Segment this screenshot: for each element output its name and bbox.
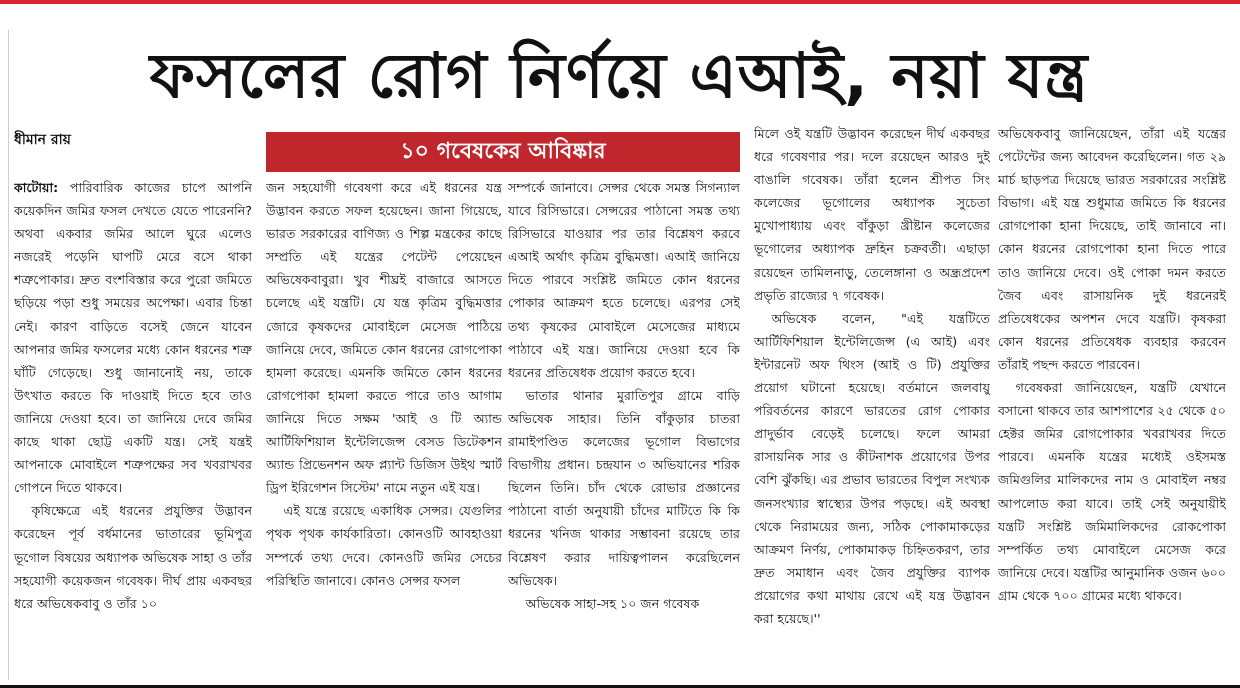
article-paragraph: গবেষকরা জানিয়েছেন, যন্ত্রটি যেখানে বসানো থাকবে তার আশপাশের ২৫ থেকে ৫০ হেক্টর জমির রোগপোকার খবরাখবর দিতে পারবে। এমনকি যন্ত্রের মধ্যেই ওইসমস্ত জমিগুলির মালিকদের নাম ও মোবাইল নম্বর আপলোড করা যাবে। তাই সেই অনুযায়ীই যন্ত্রটি সংশ্লিষ্ট জমিমালিকদের রোকপোকা সম্পর্কিত তথ্য মোবাইলে মেসেজ করে জানিয়ে দেবে। যন্ত্রটির আনুমানিক ওজন ৬০০ গ্রাম থেকে ৭০০ গ্রামের মধ্যে থাকবে।	[998, 380, 1226, 603]
paragraph-text: পারিবারিক কাজের চাপে আপনি কয়েকদিন জমির ফসল দেখতে যেতে পারেননি? অথবা একবার জমির আলে ঘুরে এলেও নজরেই পড়েনি ঘাপটি মেরে বসে থাকা শত্রুপোকার। দ্রুত বংশবিস্তার করে পুরো জমিতে ছড়িয়ে পড়া শুধু সময়ের অপেক্ষা। এবার চিন্তা নেই। কারণ বাড়িতে বসেই জেনে যাবেন আপনার জমির ফসলের মধ্যে কোন ধরনের শত্রু ঘাঁটি গেড়েছে। শুধু জানানোই নয়, তাকে উৎখাত করতে কি দাওয়াই দিতে হবে তাও জানিয়ে দেওয়া হবে। তা জানিয়ে দেবে জমির কাছে থাকা ছোট্ট একটি যন্ত্র। সেই যন্ত্রই আপনাকে মোবাইলে শত্রুপক্ষের সব খবরাখবর গোপনে দিতে থাকবে।	[14, 180, 252, 496]
top-red-rule	[0, 0, 1240, 4]
article-column-3	[508, 176, 740, 676]
article-paragraph: অভিষেকবাবু জানিয়েছেন, তাঁরা এই যন্ত্রের পেটেন্টের জন্য আবেদন করেছিলেন। গত ২৯ মার্চ ছাড়পত্র দিয়েছে ভারত সরকারের সংশ্লিষ্ট বিভাগ। এই যন্ত্র শুধুমাত্র জমিতে কি ধরনের রোগপোকা হানা দিয়েছে, তাই জানাবে না। কোন ধরনের রোগপোকা হানা দিতে পারে তাও জানিয়ে দেবে। ওই পোকা দমন করতে জৈব এবং রাসায়নিক দুই ধরনেরই প্রতিষেধকের অপশন দেবে যন্ত্রটি। কৃষকরা কোন ধরনের প্রতিষেধক ব্যবহার করবেন তাঁরাই পছন্দ করতে পারবেন।	[998, 126, 1226, 372]
article-subhead: ১০ গবেষকের আবিষ্কার	[266, 132, 740, 172]
article-headline: ফসলের রোগ নির্ণয়ে এআই, নয়া যন্ত্র	[149, 39, 1089, 112]
article-dateline: কাটোয়া:	[14, 180, 59, 195]
article-byline: ধীমান রায়	[14, 132, 71, 148]
left-column-rule	[8, 30, 9, 680]
article-paragraph: ভাতার থানার মুরাতিপুর গ্রামে বাড়ি অভিষেক সাহার। তিনি বাঁকুড়ার চাতরা রামাইপণ্ডিত কলেজের ভূগোল বিভাগের বিভাগীয় প্রধান। চন্দ্রযান ৩ অভিযানের শরিক ছিলেন তিনি। চাঁদ থেকে রোভার প্রজ্ঞানের পাঠানো বার্তা অনুযায়ী চাঁদের মাটিতে কি কি ধরনের খনিজ থাকার সম্ভাবনা রয়েছে তার বিশ্লেষণ করার দায়িত্বপালন করেছিলেন অভিষেক।	[508, 387, 740, 588]
article-paragraph: অভিষেক সাহা-সহ ১০ জন গবেষক	[525, 595, 700, 611]
article-paragraph: অভিষেক বলেন, "এই যন্ত্রটিতে আর্টিফিশিয়াল ইন্টেলিজেন্স (এ আই) এবং ইন্টারনেট অফ থিংস (আই ও টি) প্রযুক্তির প্রয়োগ ঘটানো হয়েছে। বর্তমানে জলবায়ু পরিবর্তনের কারণে ভারতের রোগ পোকার প্রাদুর্ভাব বেড়েই চলেছে। ফলে আমরা রাসায়নিক সার ও কীটনাশক প্রয়োগের উপর বেশি ঝুঁকছি। এর প্রভাব ভারতের বিপুল সংখ্যক জনসংখ্যার স্বাস্থ্যের উপর পড়ছে। এই অবস্থা থেকে নিরাময়ের জন্য, সঠিক পোকামাকড়ের আক্রমণ নির্ণয়, পোকামাকড় চিহ্নিতকরণ, তার দ্রুত সমাধান এবং জৈব প্রযুক্তির ব্যাপক প্রয়োগের কথা মাথায় রেখে এই যন্ত্র উদ্ভাবন করা হয়েছে।''	[754, 310, 990, 626]
article-column-1	[14, 176, 252, 676]
article-paragraph: জন সহযোগী গবেষণা করে এই ধরনের যন্ত্র উদ্ভাবন করতে সফল হয়েছেন। জানা গিয়েছে, ভারত সরকারের বাণিজ্য ও শিল্প মন্ত্রকের কাছে সম্প্রতি এই যন্ত্রের পেটেন্ট পেয়েছেন অভিষেকবাবুরা। খুব শীঘ্রই বাজারে আসতে চলেছে এই যন্ত্রটি। যে যন্ত্র কৃত্রিম বুদ্ধিমত্তার জোরে কৃষকদের মোবাইলে মেসেজ পাঠিয়ে জানিয়ে দেবে, জমিতে কোন ধরনের রোগপোকা হামলা করেছে। এমনকি জমিতে কোন ধরনের রোগপোকা হামলা করতে পারে তাও আগাম জানিয়ে দিতে সক্ষম 'আই ও টি অ্যান্ড আর্টিফিশিয়াল ইন্টেলিজেন্স বেসড ডিটেকশন অ্যান্ড প্রিভেনশন অফ প্ল্যান্ট ডিজিস উইথ স্মার্ট ড্রিপ ইরিগেশন সিস্টেম' নামে নতুন এই যন্ত্র।	[266, 180, 502, 496]
article-column-5	[998, 122, 1226, 678]
article-column-2	[266, 176, 502, 676]
article-paragraph: কৃষিক্ষেত্রে এই ধরনের প্রযুক্তির উদ্ভাবন করেছেন পূর্ব বর্ধমানের ভাতারের ভূমিপুত্র ভূগোল বিষয়ের অধ্যাপক অভিষেক সাহা ও তাঁর সহযোগী কয়েকজন গবেষক। দীর্ঘ প্রায় একবছর ধরে অভিষেকবাবু ও তাঁর ১০	[14, 503, 252, 611]
article-paragraph: সম্পর্কে জানাবে। সেন্সর থেকে সমস্ত সিগন্যাল যাবে রিসিভারে। সেন্সরের পাঠানো সমস্ত তথ্য রিসিভারে যাওয়ার পর তার বিশ্লেষণ করবে এআই অর্থাৎ কৃত্রিম বুদ্ধিমত্তা। এআই জানিয়ে দিতে পারবে সংশ্লিষ্ট জমিতে কোন ধরনের পোকার আক্রমণ হতে চলেছে। এরপর সেই তথ্য কৃষকের মোবাইলে মেসেজের মাধ্যমে পাঠাবে এই যন্ত্র। জানিয়ে দেওয়া হবে কি ধরনের প্রতিষেধক প্রয়োগ করতে হবে।	[508, 180, 740, 380]
article-paragraph: এই যন্ত্রে রয়েছে একাধিক সেন্সর। যেগুলির পৃথক পৃথক কার্যকারিতা। কোনওটি আবহাওয়া সম্পর্কে তথ্য দেবে। কোনওটি জমির সেচের পরিস্থিতি জানাবে। কোনও সেন্সর ফসল	[266, 503, 502, 588]
article-paragraph: মিলে ওই যন্ত্রটি উদ্ভাবন করেছেন দীর্ঘ একবছর ধরে গবেষণার পর। দলে রয়েছেন আরও দুই বাঙালি গবেষক। তাঁরা হলেন শ্রীপত সিং কলেজের ভূগোলের অধ্যাপক সুচেতা মুখোপাধ্যায় এবং বাঁকুড়া খ্রীষ্টান কলেজের ভূগোলের অধ্যাপক দ্রুহিন চক্রবর্তী। এছাড়া রয়েছেন তামিলনাড়ু, তেলেঙ্গানা ও অন্ধ্রপ্রদেশ প্রভৃতি রাজ্যের ৭ গবেষক।	[754, 126, 990, 303]
article-paragraph	[14, 176, 252, 499]
article-column-4	[754, 122, 990, 678]
